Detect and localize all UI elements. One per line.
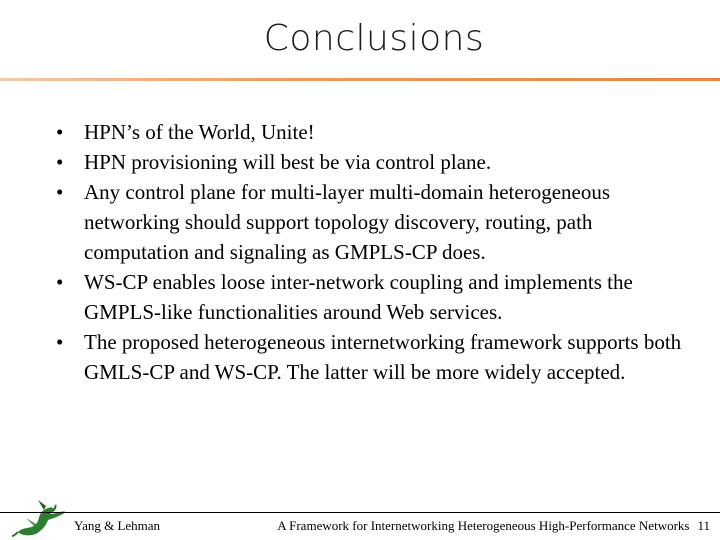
- bullet-item: [48, 327, 698, 387]
- page-number: 11: [697, 518, 710, 533]
- dragon-logo-icon: [12, 496, 72, 540]
- slide-title: Conclusions: [263, 18, 485, 59]
- footer-talk-title: A Framework for Internetworking Heterogeneous High-Performance Networks: [277, 518, 690, 533]
- bullet-text: HPN provisioning will best be via control plane.: [84, 150, 492, 174]
- bullet-dot: •: [56, 180, 64, 204]
- bullet-text: The proposed heterogeneous internetworking framework supports both GMLS-CP and WS-CP. The latter will be more widely accepted.: [84, 330, 682, 384]
- bullet-dot: •: [56, 330, 64, 354]
- bullet-text: Any control plane for multi-layer multi-domain heterogeneous networking should support topology discovery, routing, path computation and signaling as GMPLS-CP does.: [84, 180, 611, 264]
- footer-talk: [277, 518, 710, 534]
- bullet-dot: •: [56, 150, 64, 174]
- bullet-item: [48, 117, 698, 147]
- bullet-item: [48, 267, 698, 327]
- bullet-item: [48, 177, 698, 267]
- bullet-dot: •: [56, 270, 64, 294]
- bullet-text: HPN’s of the World, Unite!: [84, 120, 315, 144]
- bullet-item: [48, 147, 698, 177]
- bullet-dot: •: [56, 120, 64, 144]
- footer-authors: Yang & Lehman: [74, 518, 161, 533]
- bullet-text: WS-CP enables loose inter-network coupling and implements the GMPLS-like functionalities around Web services.: [84, 270, 633, 324]
- title-divider: [0, 78, 720, 81]
- bullet-list: [48, 117, 698, 387]
- footer-divider: [0, 512, 720, 513]
